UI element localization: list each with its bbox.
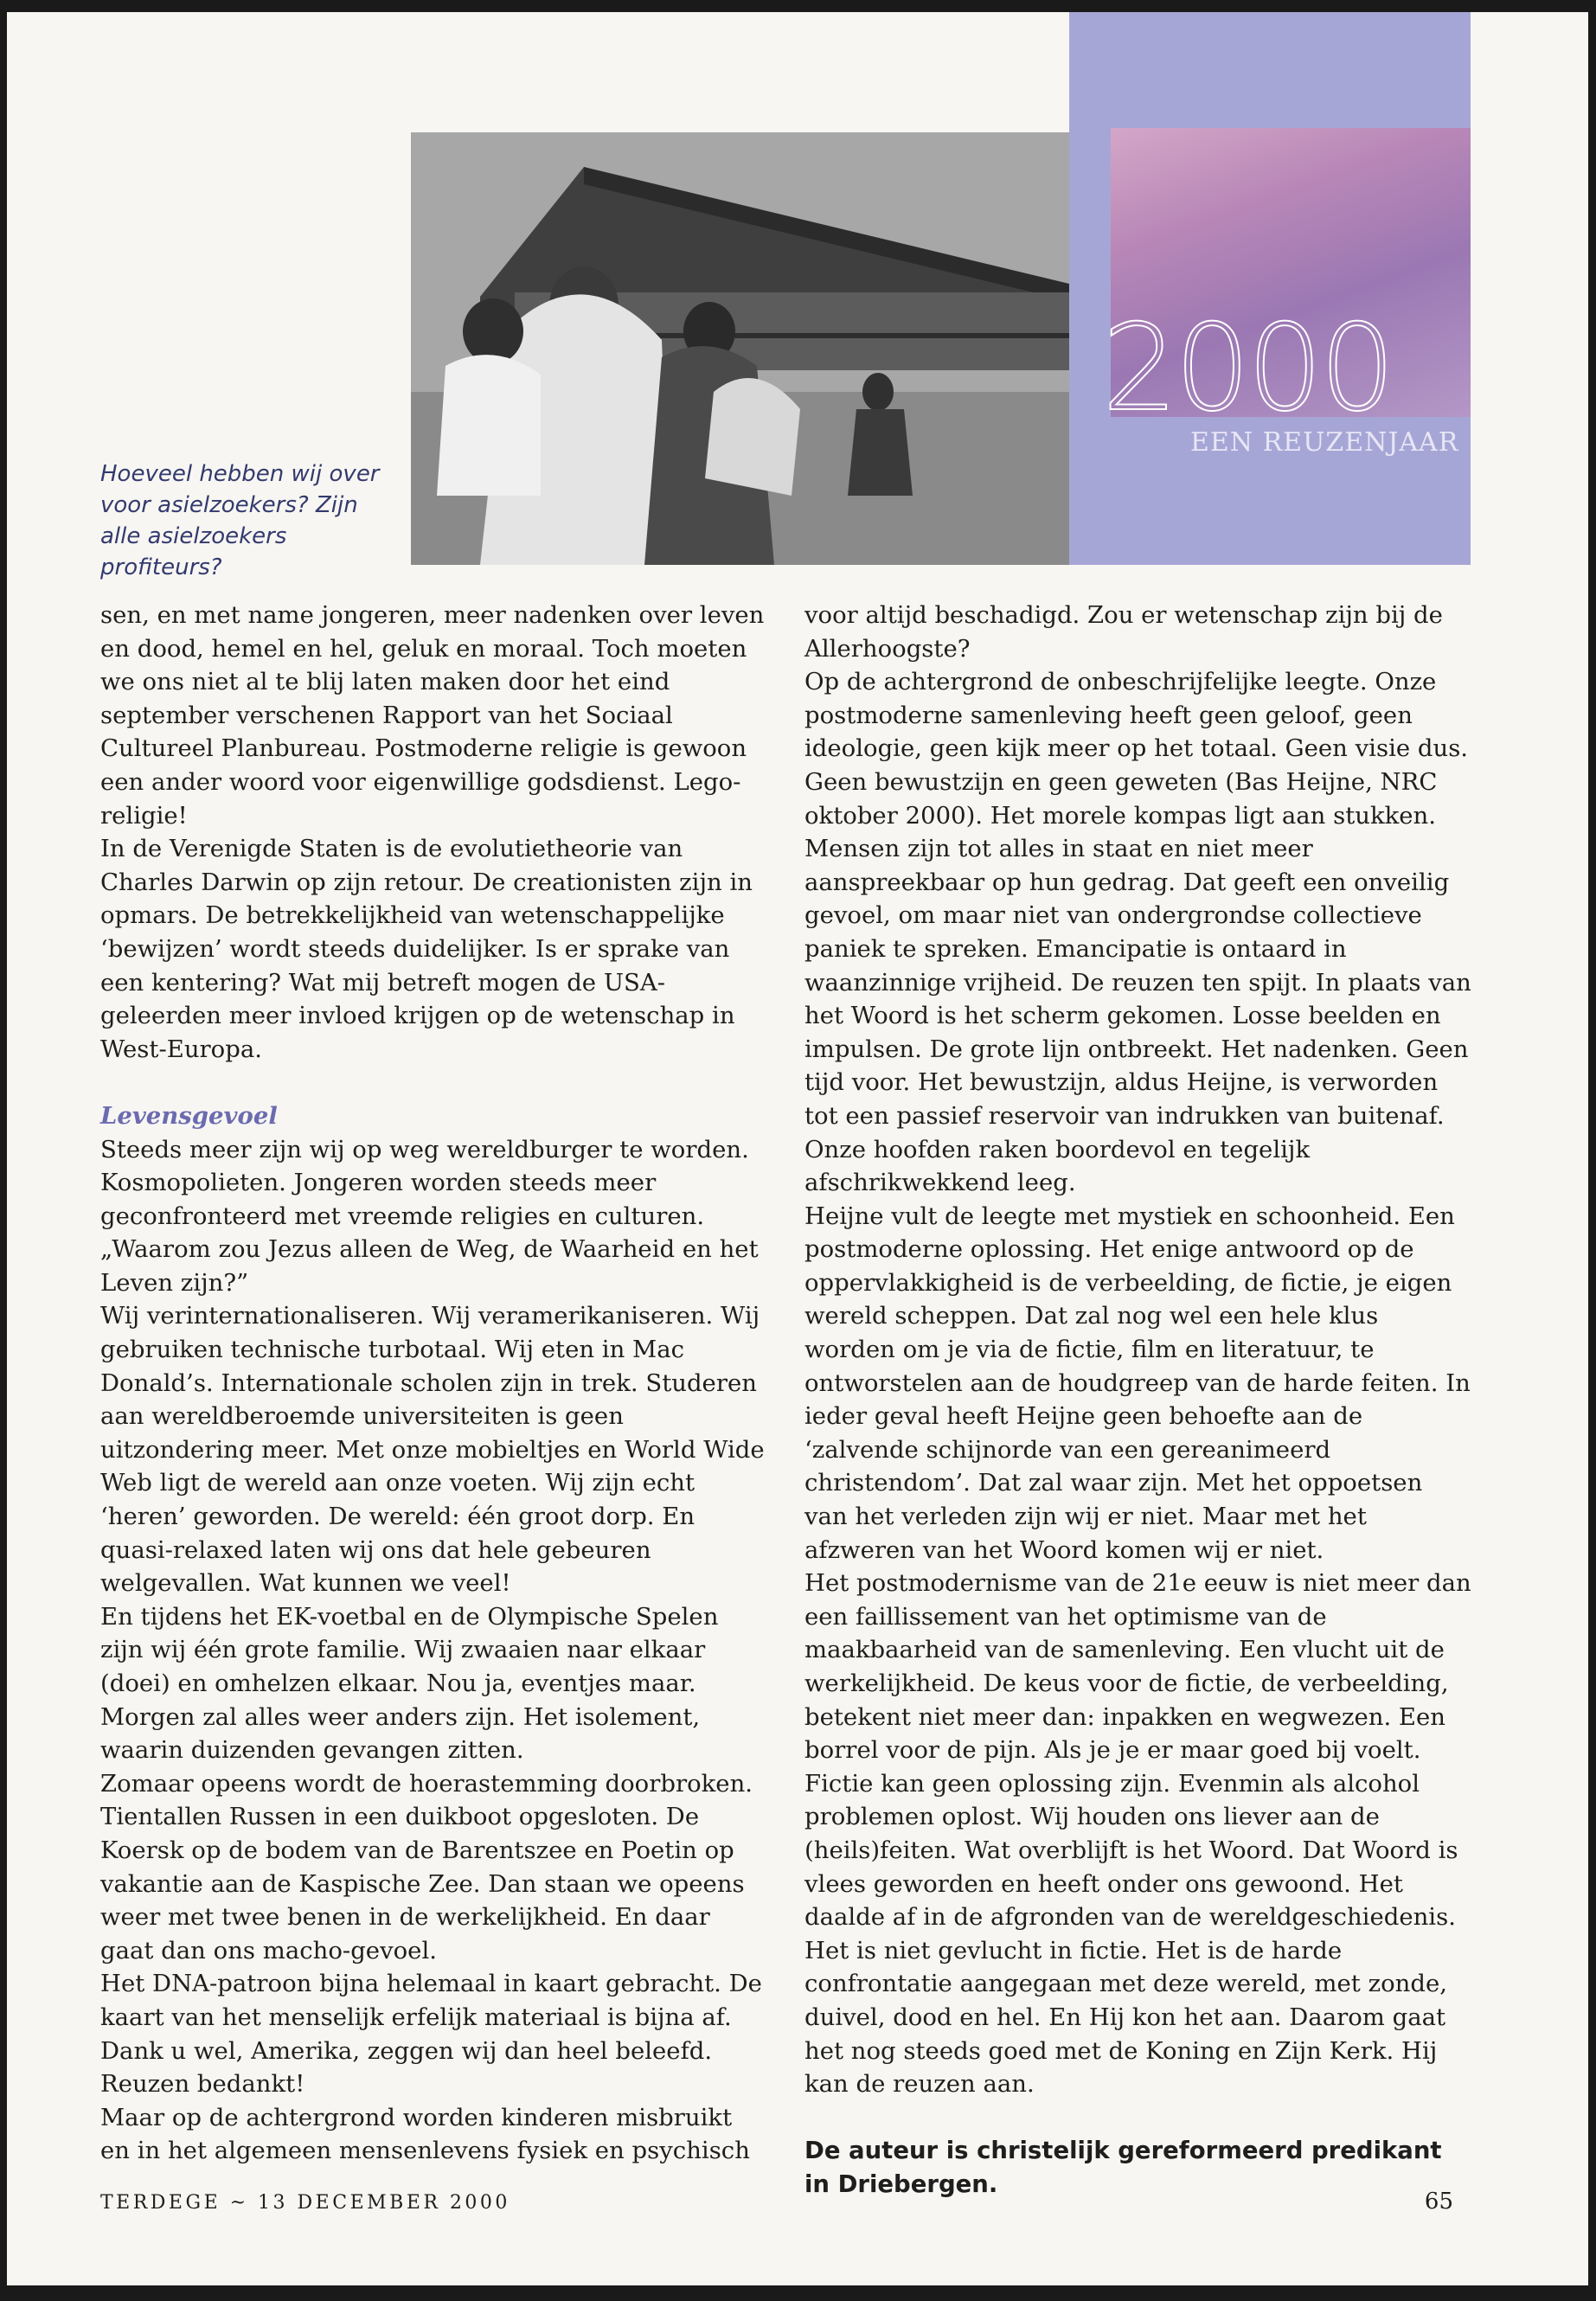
paragraph: In de Verenigde Staten is de evolutietheorie van Charles Darwin op zijn retour. De creationisten zijn in opmars. De betrekkelijkheid van wetenschappelijke ‘bewijzen’ wordt steeds duidelijker. Is er sprake van een kentering? Wat mij betreft mogen de USA-geleerden meer invloed krijgen op de wetenschap in West-Europa. bbox=[100, 835, 753, 1063]
banner-year: 2000 bbox=[1102, 298, 1393, 438]
magazine-page bbox=[7, 12, 1588, 2285]
paragraph: Zomaar opeens wordt de hoerastemming doorbroken. Tientallen Russen in een duikboot opgesloten. De Koersk op de bodem van de Barentszee en Poetin op vakantie aan de Kaspische Zee. Dan staan we opeens weer met twee benen in de werkelijkheid. En daar gaat dan ons macho-gevoel. bbox=[100, 1769, 753, 1965]
left-column bbox=[100, 599, 768, 2168]
paragraph: voor altijd beschadigd. Zou er wetenschap zijn bij de Allerhoogste? bbox=[804, 601, 1443, 663]
photo-caption: Hoeveel hebben wij over voor asielzoekers? Zijn alle asielzoekers profiteurs? bbox=[100, 461, 380, 580]
paragraph: Het postmodernisme van de 21e eeuw is niet meer dan een faillissement van het optimisme van de maakbaarheid van de samenleving. Een vlucht uit de werkelijkheid. De keus voor de fictie, de verbeelding, betekent niet meer dan: inpakken en wegwezen. Een borrel voor de pijn. Als je je er maar goed bij voelt. Fictie kan geen oplossing zijn. Evenmin als alcohol problemen oplost. Wij houden ons liever aan de (heils)feiten. Wat overblijft is het Woord. Dat Woord is vlees geworden en heeft onder ons gewoond. Het daalde af in de afgronden van de wereldgeschiedenis. Het is niet gevlucht in fictie. Het is de harde confrontatie aangegaan met deze wereld, met zonde, duivel, dood en hel. En Hij kon het aan. Daarom gaat het nog steeds goed met de Koning en Zijn Kerk. Hij kan de reuzen aan. bbox=[804, 1569, 1471, 2099]
paragraph: Maar op de achtergrond worden kinderen misbruikt en in het algemeen mensenlevens fysiek en psychisch bbox=[100, 2103, 750, 2165]
paragraph: En tijdens het EK-voetbal en de Olympische Spelen zijn wij één grote familie. Wij zwaaien naar elkaar (doei) en omhelzen elkaar. Nou ja, eventjes maar. Morgen zal alles weer anders zijn. Het isolement, waarin duizenden gevangen zitten. bbox=[100, 1602, 719, 1765]
paragraph: Het DNA-patroon bijna helemaal in kaart gebracht. De kaart van het menselijk erfelijk materiaal is bijna af. Dank u wel, Amerika, zeggen wij dan heel beleefd. Reuzen bedankt! bbox=[100, 1970, 762, 2099]
author-note: De auteur is christelijk gereformeerd predikant in Driebergen. bbox=[804, 2137, 1442, 2198]
banner-subtitle: EEN REUZENJAAR bbox=[1190, 427, 1459, 458]
paragraph: sen, en met name jongeren, meer nadenken over leven en dood, hemel en hel, geluk en moraal. Toch moeten we ons niet al te blij laten maken door het eind september verschenen Rapport van het Sociaal Cultureel Planbureau. Postmoderne religie is gewoon een ander woord voor eigenwillige godsdienst. Lego-religie! bbox=[100, 601, 765, 830]
section-subheading: Levensgevoel bbox=[100, 1101, 278, 1130]
paragraph: Steeds meer zijn wij op weg wereldburger te worden. Kosmopolieten. Jongeren worden steeds meer geconfronteerd met vreemde religies en culturen. „Waarom zou Jezus alleen de Weg, de Waarheid en het Leven zijn?” bbox=[100, 1135, 759, 1297]
paragraph: Wij verinternationaliseren. Wij veramerikaniseren. Wij gebruiken technische turbotaal. Wij eten in Mac Donald’s. Internationale scholen zijn in trek. Studeren aan wereldberoemde universiteiten is geen uitzondering meer. Met onze mobieltjes en World Wide Web ligt de wereld aan onze voeten. Wij zijn echt ‘heren’ geworden. De wereld: één groot dorp. En quasi-relaxed laten wij ons dat hele gebeuren welgevallen. Wat kunnen we veel! bbox=[100, 1302, 765, 1598]
year-banner bbox=[1069, 12, 1471, 565]
right-column bbox=[804, 599, 1472, 2202]
asylum-seekers-photo bbox=[411, 132, 1069, 565]
paragraph: Op de achtergrond de onbeschrijfelijke leegte. Onze postmoderne samenleving heeft geen geloof, geen ideologie, geen kijk meer op het totaal. Geen visie dus. Geen bewustzijn en geen geweten (Bas Heijne, NRC oktober 2000). Het morele kompas ligt aan stukken. Mensen zijn tot alles in staat en niet meer aanspreekbaar op hun gedrag. Dat geeft een onveilig gevoel, om maar niet van ondergrondse collectieve paniek te spreken. Emancipatie is ontaard in waanzinnige vrijheid. De reuzen ten spijt. In plaats van het Woord is het scherm gekomen. Losse beelden en impulsen. De grote lijn ontbreekt. Het nadenken. Geen tijd voor. Het bewustzijn, aldus Heijne, is verworden tot een passief reservoir van indrukken van buitenaf. Onze hoofden raken boordevol en tegelijk afschrikwekkend leeg. bbox=[804, 668, 1471, 1197]
page-number: 65 bbox=[1424, 2189, 1453, 2214]
publication-footer: TERDEGE ~ 13 DECEMBER 2000 bbox=[100, 2192, 510, 2214]
paragraph: Heijne vult de leegte met mystiek en schoonheid. Een postmoderne oplossing. Het enige antwoord op de oppervlakkigheid is de verbeelding, de fictie, je eigen wereld scheppen. Dat zal nog wel een hele klus worden om je via de fictie, film en literatuur, te ontworstelen aan de houdgreep van de harde feiten. In ieder geval heeft Heijne geen behoefte aan de ‘zalvende schijnorde van een gereanimeerd christendom’. Dat zal waar zijn. Met het oppoetsen van het verleden zijn wij er niet. Maar met het afzweren van het Woord komen wij er niet. bbox=[804, 1202, 1471, 1564]
photo-illustration bbox=[411, 132, 1069, 565]
